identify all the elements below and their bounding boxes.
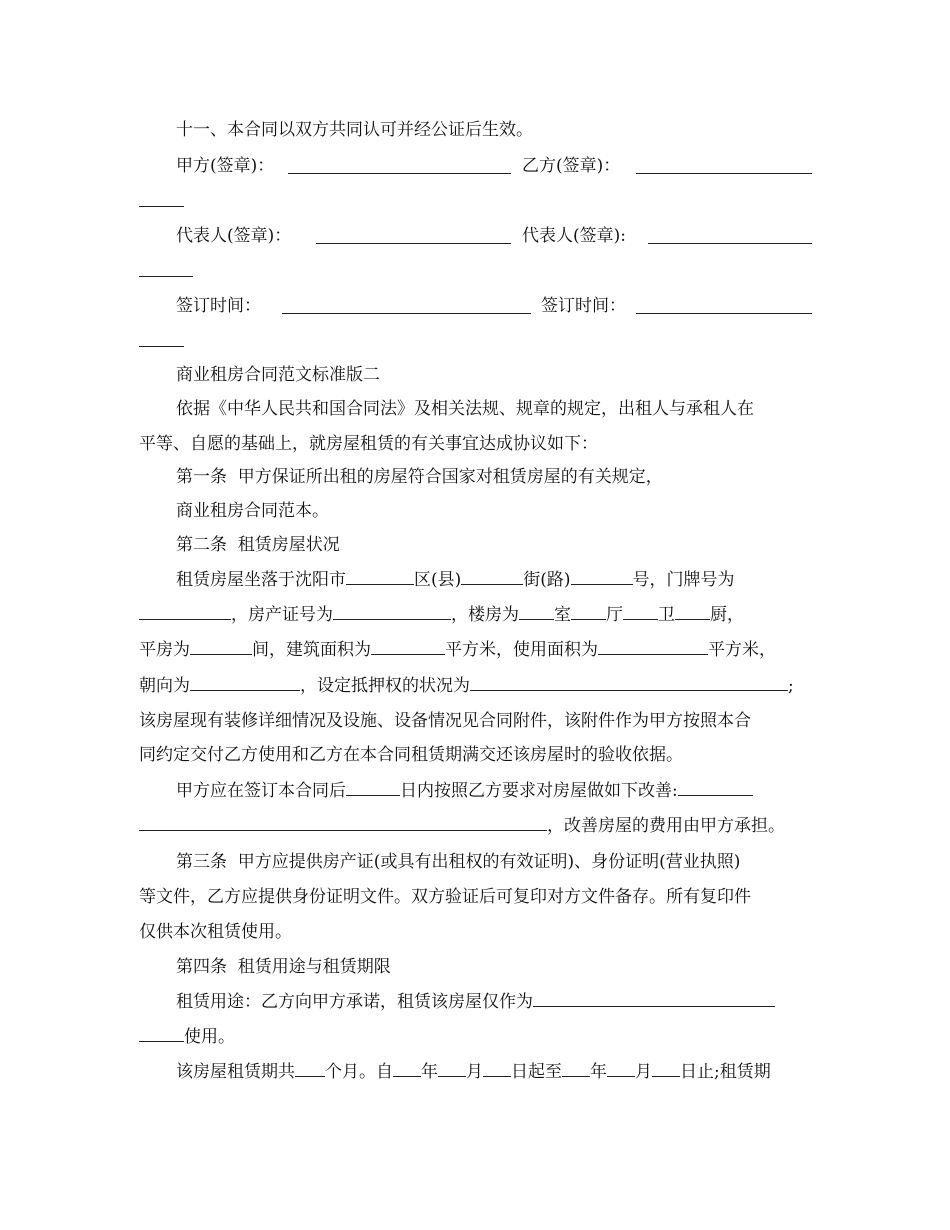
blank-end-month — [607, 1061, 635, 1077]
text: 年 — [421, 1062, 438, 1082]
blank-baths — [623, 604, 658, 620]
text: 月 — [466, 1062, 483, 1082]
text: ，设定抵押权的状况为 — [300, 676, 470, 696]
intro-line-1: 依据《中华人民共和国合同法》及相关法规、规章的规定，出租人与承租人在 — [176, 399, 754, 419]
article-4-use-line — [176, 991, 775, 1013]
text: 使用。 — [184, 1027, 235, 1047]
blank-city-district — [346, 569, 414, 585]
text: 厅 — [606, 605, 623, 625]
text: 月 — [635, 1062, 652, 1082]
article-1-line-1: 第一条 甲方保证所出租的房屋符合国家对租赁房屋的有关规定， — [176, 467, 663, 487]
date-a-label: 签订时间： — [176, 296, 261, 316]
article-2-line-5: 该房屋现有装修详细情况及设施、设备情况见合同附件，该附件作为甲方按照本合 — [139, 711, 751, 731]
text: ; — [788, 676, 794, 696]
blank-rooms — [519, 604, 554, 620]
text: 厨， — [710, 605, 744, 625]
text: 间，建筑面积为 — [252, 640, 371, 660]
text: 室 — [554, 605, 571, 625]
date-b-blank — [636, 313, 812, 314]
text: 卫 — [658, 605, 675, 625]
article-4-use-line-2 — [139, 1026, 235, 1048]
blank-start-month — [438, 1061, 466, 1077]
party-a-sign-blank — [288, 173, 511, 174]
party-b-sign-blank-cont — [139, 206, 184, 207]
blank-start-day — [483, 1061, 511, 1077]
article-3-line-3: 仅供本次租赁使用。 — [139, 922, 292, 942]
article-2-line-7 — [176, 780, 753, 802]
blank-improvement-cont — [139, 815, 547, 831]
blank-end-day — [652, 1061, 680, 1077]
article-2-line-1 — [176, 569, 735, 591]
rep-a-sign-blank — [316, 243, 511, 244]
article-2-heading: 第二条 租赁房屋状况 — [176, 535, 340, 555]
rep-b-sign-blank-cont — [139, 276, 193, 277]
blank-improvement — [678, 780, 753, 796]
blank-number — [571, 569, 633, 585]
article-1-line-2: 商业租房合同范本。 — [176, 501, 329, 521]
blank-start-year — [393, 1061, 421, 1077]
intro-line-2: 平等、自愿的基础上，就房屋租赁的有关事宜达成协议如下： — [139, 434, 598, 454]
text: 甲方应在签订本合同后 — [176, 781, 346, 801]
blank-months — [295, 1061, 325, 1077]
text: 号，门牌号为 — [632, 570, 735, 590]
contract-title-2: 商业租房合同范文标准版二 — [176, 365, 380, 385]
text: 年 — [590, 1062, 607, 1082]
article-2-line-6: 同约定交付乙方使用和乙方在本合同租赁期满交还该房屋时的验收依据。 — [139, 745, 683, 765]
blank-mortgage — [470, 675, 788, 691]
blank-bungalow-rooms — [190, 639, 252, 655]
text: 街(路) — [523, 570, 571, 590]
text: 区(县) — [414, 570, 462, 590]
article-2-line-8 — [139, 815, 785, 837]
text: 日内按照乙方要求对房屋做如下改善: — [400, 781, 678, 801]
text: 个月。自 — [325, 1062, 393, 1082]
article-4-term-line — [176, 1061, 771, 1083]
blank-usage — [533, 991, 775, 1007]
text: ，改善房屋的费用由甲方承担。 — [547, 816, 785, 836]
blank-days — [346, 780, 400, 796]
text: 朝向为 — [139, 676, 190, 696]
blank-door-number — [139, 604, 231, 620]
date-a-blank — [282, 313, 531, 314]
article-2-line-3 — [139, 639, 776, 661]
party-b-sign-label: 乙方(签章)： — [522, 156, 621, 176]
text: 平房为 — [139, 640, 190, 660]
blank-orientation — [190, 675, 300, 691]
date-b-label: 签订时间： — [541, 296, 626, 316]
text: 平方米， — [708, 640, 776, 660]
blank-street — [461, 569, 523, 585]
text: 平方米，使用面积为 — [445, 640, 598, 660]
blank-halls — [571, 604, 606, 620]
blank-build-area — [371, 639, 445, 655]
party-a-sign-label: 甲方(签章)： — [176, 156, 275, 176]
blank-use-area — [598, 639, 708, 655]
article-2-line-4 — [139, 675, 794, 697]
rep-a-sign-label: 代表人(签章)： — [176, 226, 292, 246]
text: ，房产证号为 — [231, 605, 333, 625]
text: ，楼房为 — [451, 605, 519, 625]
rep-b-sign-blank — [648, 243, 812, 244]
blank-property-cert — [333, 604, 451, 620]
text: 租赁房屋坐落于沈阳市 — [176, 570, 346, 590]
clause-11: 十一、本合同以双方共同认可并经公证后生效。 — [176, 120, 533, 140]
article-2-line-2 — [139, 604, 744, 626]
article-3-line-2: 等文件，乙方应提供身份证明文件。双方验证后可复印对方文件备存。所有复印件 — [139, 887, 751, 907]
rep-b-sign-label: 代表人(签章): — [522, 226, 626, 246]
date-b-blank-cont — [139, 346, 184, 347]
text: 租赁用途：乙方向甲方承诺，租赁该房屋仅作为 — [176, 992, 533, 1012]
text: 该房屋租赁期共 — [176, 1062, 295, 1082]
text: 日止;租赁期 — [680, 1062, 771, 1082]
article-4-heading: 第四条 租赁用途与租赁期限 — [176, 957, 391, 977]
text: 日起至 — [511, 1062, 562, 1082]
blank-kitchens — [675, 604, 710, 620]
blank-end-year — [562, 1061, 590, 1077]
article-3-line-1: 第三条 甲方应提供房产证(或具有出租权的有效证明)、身份证明(营业执照) — [176, 852, 741, 872]
party-b-sign-blank — [636, 173, 812, 174]
blank-usage-cont — [139, 1026, 184, 1042]
